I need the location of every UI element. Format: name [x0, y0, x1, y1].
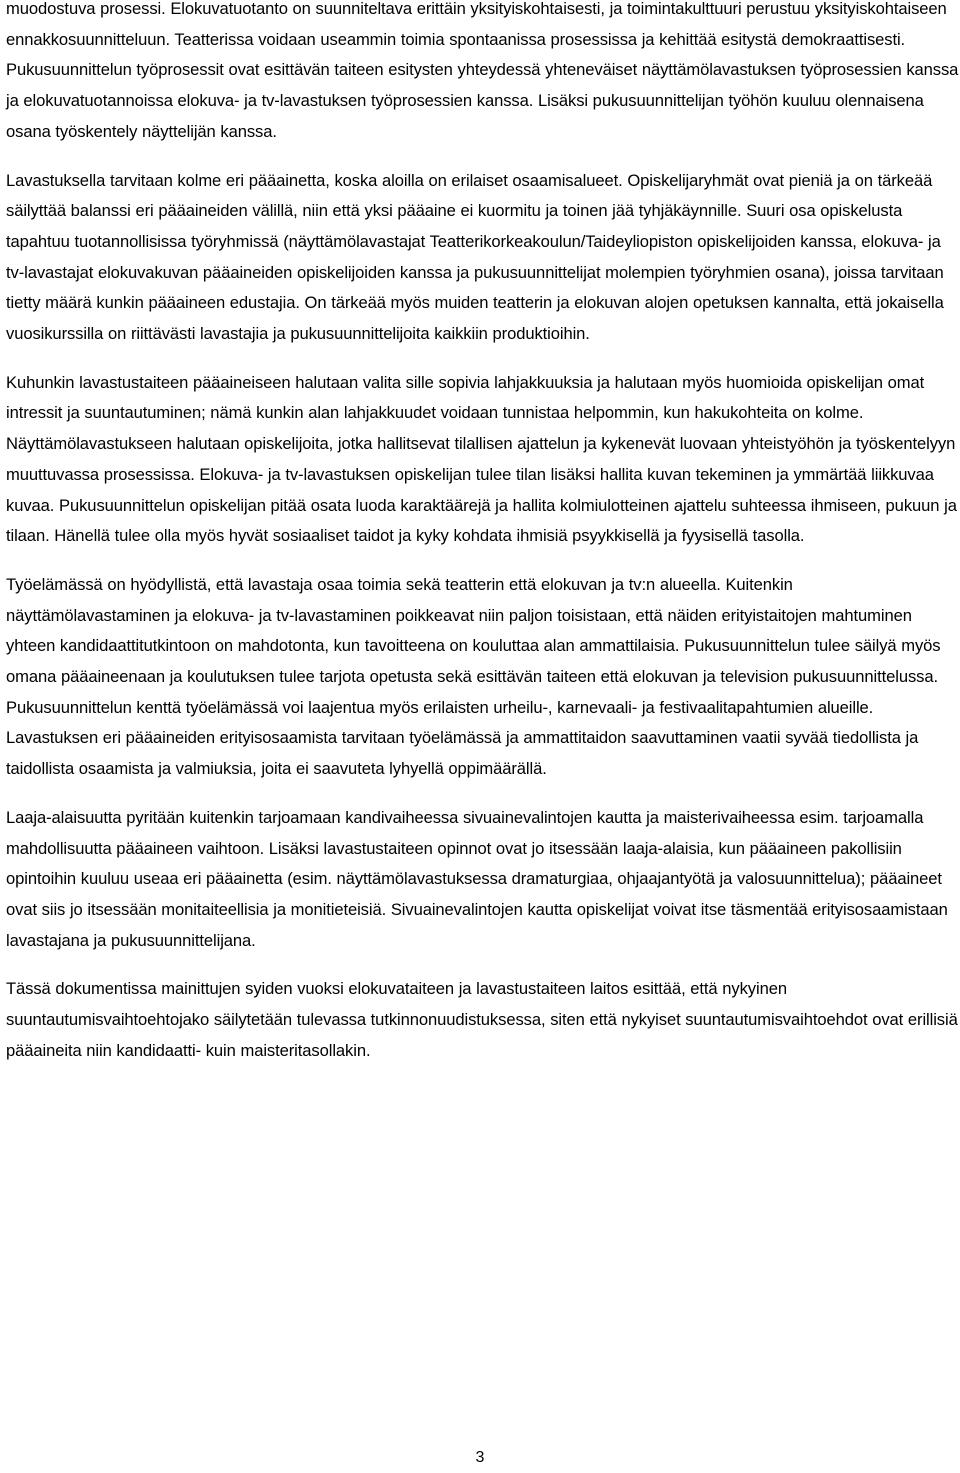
sentence: Työelämässä on hyödyllistä, että lavastaja osaa toimia sekä teatterin että elokuvan ja tv:n alueella. — [6, 574, 726, 594]
sentence: On tärkeää myös muiden teatterin ja elokuvan alojen opetuksen kannalta, että jokaisella vuosikurssilla on riittävästi lavastajia ja pukusuunnittelijoita kaikkiin produktioihin. — [6, 293, 944, 344]
sentence: Pukusuunnittelun työprosessit ovat esittävän taiteen esitysten yhteydessä yhteneväiset näyttämölavastuksen työprosessien kanssa ja elokuvatuotannoissa elokuva- ja tv-lavastuksen työprosessien kanssa. — [6, 60, 959, 111]
document-page — [6, 0, 960, 1085]
sentence: Elokuvatuotanto on suunniteltava erittäin yksityiskohtaisesti, ja toimintakulttuuri perustuu yksityiskohtaiseen ennakkosuunnitteluun. — [6, 0, 947, 49]
sentence: Suuri osa opiskelusta tapahtuu tuotannollisissa työryhmissä (näyttämölavastajat Teatterikorkeakoulun/Taideyliopiston opiskelijoiden kanssa, elokuva- ja tv-lavastajat elokuvakuvan pääaineiden opiskelijoiden kanssa ja pukusuunnittelijat molempien työryhmien osana), joissa tarvitaan tietty määrä kunkin pääaineen edustajia. — [6, 201, 944, 313]
sentence: Kuhunkin lavastustaiteen pääaineiseen halutaan valita sille sopivia lahjakkuuksia ja halutaan myös huomioida opiskelijan omat intressit ja suuntautuminen; nämä kunkin alan lahjakkuudet voidaan tunnistaa helpommin, kun hakukohteita on kolme. — [6, 372, 925, 423]
sentence: Pukusuunnittelun tulee säilyä myös omana pääaineenaan ja koulutuksen tulee tarjota opetusta sekä esittävän taiteen että elokuvan ja television pukusuunnittelussa. — [6, 636, 941, 687]
sentence: Opiskelijaryhmät ovat pieniä ja on tärkeää säilyttää balanssi eri pääaineiden välillä, niin että yksi pääaine ei kuormitu ja toinen jää tyhjäkäynnille. — [6, 170, 933, 221]
sentence: Pukusuunnittelun opiskelijan pitää osata luoda karaktäärejä ja hallita kolmiulotteinen ajattelu suhteessa ihmiseen, pukuun ja tilaan. — [6, 495, 957, 546]
sentence: Pukusuunnittelun kenttä työelämässä voi laajentua myös erilaisten urheilu-, karnevaali- ja festivaalitapahtumien alueille. — [6, 697, 874, 717]
sentence: Tässä dokumentissa mainittujen syiden vuoksi elokuvataiteen ja lavastustaiteen laitos esittää, että nykyinen suuntautumisvaihtoehtojako säilytetään tulevassa tutkinnonuudistuksessa, siten että nykyiset suuntautumisvaihtoehdot ovat erillisiä pääaineita niin kandidaatti- kuin maisteritasollakin. — [6, 979, 958, 1060]
sentence: Hänellä tulee olla myös hyvät sosiaaliset taidot ja kyky kohdata ihmisiä psyykkisellä ja fyysisellä tasolla. — [54, 526, 805, 546]
paragraph-5 — [6, 803, 960, 957]
sentence: Teatterissa voidaan useammin toimia spontaanissa prosessissa ja kehittää esitystä demokraattisesti. — [174, 29, 906, 49]
page-number: 3 — [475, 1449, 485, 1466]
sentence: Kuitenkin näyttämölavastaminen ja elokuva- ja tv-lavastaminen poikkeavat niin paljon toisistaan, että näiden erityistaitojen mahtuminen yhteen kandidaattitutkintoon on mahdotonta, kun tavoitteena on kouluttaa alan ammattilaisia. — [6, 574, 912, 656]
sentence: Lavastuksen eri pääaineiden erityisosaamista tarvitaan työelämässä ja ammattitaidon saavuttaminen vaatii syvää tiedollista ja taidollista osaamista ja valmiuksia, joita ei saavuteta lyhyellä oppimäärällä. — [6, 728, 919, 779]
sentence: Laaja-alaisuutta pyritään kuitenkin tarjoamaan kandivaiheessa sivuainevalintojen kautta ja maisterivaiheessa esim. tarjoamalla mahdollisuutta pääaineen vaihtoon. — [6, 807, 924, 858]
paragraph-6 — [6, 974, 960, 1066]
paragraph-4 — [6, 570, 960, 785]
sentence: Lisäksi pukusuunnittelijan työhön kuuluu olennaisena osana työskentely näyttelijän kanssa. — [6, 91, 924, 141]
sentence: muodostuva prosessi. — [6, 0, 171, 18]
sentence: Elokuva- ja tv-lavastuksen opiskelijan tulee tilan lisäksi hallita kuvan tekeminen ja ymmärtää liikkuvaa kuvaa. — [6, 464, 934, 515]
paragraph-1 — [6, 0, 960, 148]
paragraph-2 — [6, 166, 960, 350]
sentence: Sivuainevalintojen kautta opiskelijat voivat itse täsmentää erityisosaamistaan lavastajana ja pukusuunnittelijana. — [6, 899, 948, 950]
paragraph-3 — [6, 368, 960, 552]
sentence: Lavastuksella tarvitaan kolme eri pääainetta, koska aloilla on erilaiset osaamisalueet. — [6, 170, 628, 190]
sentence: Lisäksi lavastustaiteen opinnot ovat jo itsessään laaja-alaisia, kun pääaineen pakollisiin opintoihin kuuluu useaa eri pääainetta (esim. näyttämölavastuksessa dramaturgiaa, ohjaajantyötä ja valosuunnittelua); pääaineet ovat siis jo itsessään monitaiteellisia ja monitieteisiä. — [6, 838, 942, 919]
sentence: Näyttämölavastukseen halutaan opiskelijoita, jotka hallitsevat tilallisen ajattelun ja kykenevät luovaan yhteistyöhön ja työskentelyyn muuttuvassa prosessissa. — [6, 434, 956, 484]
